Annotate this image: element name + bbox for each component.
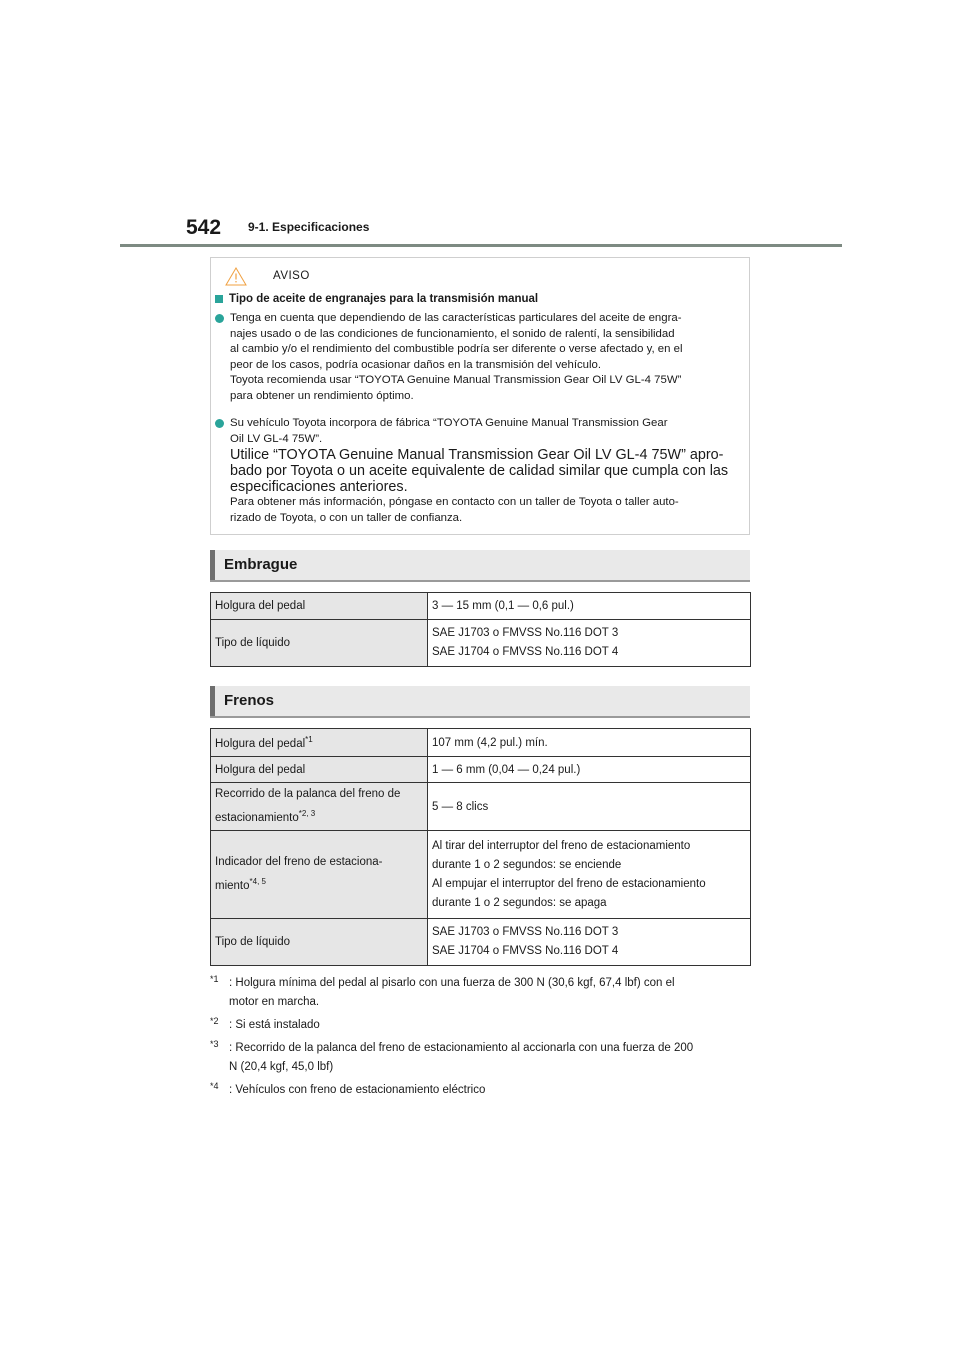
page-number: 542 bbox=[186, 216, 222, 239]
table-value-cell: 1 — 6 mm (0,04 — 0,24 pul.) bbox=[428, 757, 751, 783]
warning-bullet-1 bbox=[215, 311, 745, 404]
footnote: *3 : Recorrido de la palanca del freno de estacionamiento al accionarla con una fuerza de 200 N (20,4 kgf, 45,0 lbf) bbox=[210, 1039, 750, 1077]
square-bullet-icon bbox=[215, 295, 223, 303]
text-line: para obtener un rendimiento óptimo. bbox=[230, 389, 414, 402]
text-line: Para obtener más información, póngase en contacto con un taller de Toyota o taller auto- bbox=[230, 496, 679, 508]
table-value-cell: 5 — 8 clics bbox=[428, 783, 751, 831]
circle-bullet-icon bbox=[215, 314, 224, 323]
label-line bbox=[215, 804, 423, 828]
table-label-cell bbox=[211, 831, 428, 919]
warning-header bbox=[225, 266, 310, 286]
footnote-ref: *2, 3 bbox=[298, 809, 316, 819]
label-line: Recorrido de la palanca del freno de bbox=[215, 788, 401, 801]
value-line: SAE J1704 o FMVSS No.116 DOT 4 bbox=[432, 646, 619, 658]
text-line: Toyota recomienda usar “TOYOTA Genuine Manual Transmission Gear Oil LV GL-4 75W” bbox=[230, 374, 682, 386]
value-line: Al empujar el interruptor del freno de estacionamiento bbox=[432, 877, 706, 890]
text-line-large: Utilice “TOYOTA Genuine Manual Transmission Gear Oil LV GL-4 75W” apro- bbox=[230, 447, 724, 463]
warning-box bbox=[210, 257, 750, 535]
text-line: najes usado o de las condiciones de funcionamiento, el sonido de ralentí, la sensibilidad bbox=[230, 327, 675, 340]
footnote-line: Holgura mínima del pedal al pisarlo con una fuerza de 300 N (30,6 kgf, 67,4 lbf) con el bbox=[235, 977, 675, 989]
text-line: peor de los casos, podría ocasionar daños en la transmisión del vehículo. bbox=[230, 358, 602, 371]
table-label-cell: Tipo de líquido bbox=[211, 620, 428, 667]
label-text: Holgura del pedal bbox=[215, 737, 306, 750]
label-line: Indicador del freno de estaciona- bbox=[215, 856, 383, 869]
table-label-cell: Tipo de líquido bbox=[211, 919, 428, 966]
text-line: Oil LV GL-4 75W”. bbox=[230, 432, 323, 445]
label-line bbox=[215, 872, 423, 896]
value-line: SAE J1704 o FMVSS No.116 DOT 4 bbox=[432, 945, 619, 957]
table-label-cell bbox=[211, 729, 428, 757]
text-line: Tenga en cuenta que dependiendo de las características particulares del aceite de engra- bbox=[230, 312, 682, 324]
footnote-line: Vehículos con freno de estacionamiento eléctrico bbox=[235, 1084, 486, 1096]
table-row bbox=[211, 620, 751, 667]
footnote-ref: *4, 5 bbox=[249, 877, 266, 887]
value-line: Al tirar del interruptor del freno de estacionamiento bbox=[432, 839, 691, 852]
table-value-cell bbox=[428, 831, 751, 919]
footnote-mark: *2 bbox=[210, 1016, 219, 1026]
brakes-heading-text: Frenos bbox=[224, 692, 275, 709]
warning-subheading bbox=[215, 293, 538, 305]
table-row bbox=[211, 757, 751, 783]
footnote: *2 : Si está instalado bbox=[210, 1016, 750, 1035]
brakes-heading bbox=[210, 686, 750, 718]
table-row bbox=[211, 919, 751, 966]
value-line: durante 1 o 2 segundos: se enciende bbox=[432, 858, 622, 871]
footnote-mark: *3 bbox=[210, 1039, 219, 1049]
footnote-line: Si está instalado bbox=[235, 1019, 320, 1031]
table-label-cell: Holgura del pedal bbox=[211, 757, 428, 783]
section-title: 9-1. Especificaciones bbox=[248, 220, 370, 234]
table-value-cell bbox=[428, 919, 751, 966]
footnote-ref: *1 bbox=[305, 735, 313, 745]
table-label-cell: Holgura del pedal bbox=[211, 593, 428, 620]
table-row bbox=[211, 831, 751, 919]
header-rule bbox=[120, 244, 842, 247]
label-text: estacionamiento bbox=[215, 811, 299, 824]
text-line: rizado de Toyota, o con un taller de confianza. bbox=[230, 511, 463, 524]
warning-triangle-icon bbox=[225, 267, 247, 286]
value-line: SAE J1703 o FMVSS No.116 DOT 3 bbox=[432, 627, 619, 639]
table-row bbox=[211, 729, 751, 757]
warning-label: AVISO bbox=[273, 270, 310, 282]
text-line-large: bado por Toyota o un aceite equivalente de calidad similar que cumpla con las bbox=[230, 463, 729, 479]
heading-accent bbox=[210, 550, 215, 580]
warning-bullet-2 bbox=[215, 416, 745, 526]
value-line: SAE J1703 o FMVSS No.116 DOT 3 bbox=[432, 926, 619, 938]
footnotes bbox=[210, 974, 750, 1104]
footnote: *1 : Holgura mínima del pedal al pisarlo con una fuerza de 300 N (30,6 kgf, 67,4 lbf) con el motor en marcha. bbox=[210, 974, 750, 1012]
footnote-line: motor en marcha. bbox=[229, 996, 320, 1008]
warning-bullet-1-text bbox=[230, 311, 745, 404]
warning-subheading-text: Tipo de aceite de engranajes para la transmisión manual bbox=[229, 293, 539, 305]
footnote-line: N (20,4 kgf, 45,0 lbf) bbox=[229, 1061, 334, 1073]
warning-bullet-2-text bbox=[230, 416, 745, 526]
clutch-heading bbox=[210, 550, 750, 582]
table-value-cell: 3 — 15 mm (0,1 — 0,6 pul.) bbox=[428, 593, 751, 620]
value-line: durante 1 o 2 segundos: se apaga bbox=[432, 896, 607, 909]
table-row bbox=[211, 783, 751, 831]
table-label-cell bbox=[211, 783, 428, 831]
clutch-table bbox=[210, 592, 751, 667]
text-line: Su vehículo Toyota incorpora de fábrica “TOYOTA Genuine Manual Transmission Gear bbox=[230, 417, 668, 429]
table-value-cell: 107 mm (4,2 pul.) mín. bbox=[428, 729, 751, 757]
table-row bbox=[211, 593, 751, 620]
footnote-line: Recorrido de la palanca del freno de estacionamiento al accionarla con una fuerza de 200 bbox=[235, 1042, 694, 1054]
table-value-cell bbox=[428, 620, 751, 667]
circle-bullet-icon bbox=[215, 419, 224, 428]
footnote-mark: *1 bbox=[210, 974, 219, 984]
clutch-heading-text: Embrague bbox=[224, 556, 298, 573]
footnote-mark: *4 bbox=[210, 1081, 219, 1091]
brakes-table bbox=[210, 728, 751, 966]
text-line: al cambio y/o el rendimiento del combustible podría ser diferente o verse afectado y, en el bbox=[230, 343, 683, 355]
text-line-large: especificaciones anteriores. bbox=[230, 479, 408, 495]
footnote: *4 : Vehículos con freno de estacionamiento eléctrico bbox=[210, 1081, 750, 1100]
heading-accent bbox=[210, 686, 215, 716]
label-text: miento bbox=[215, 879, 250, 892]
